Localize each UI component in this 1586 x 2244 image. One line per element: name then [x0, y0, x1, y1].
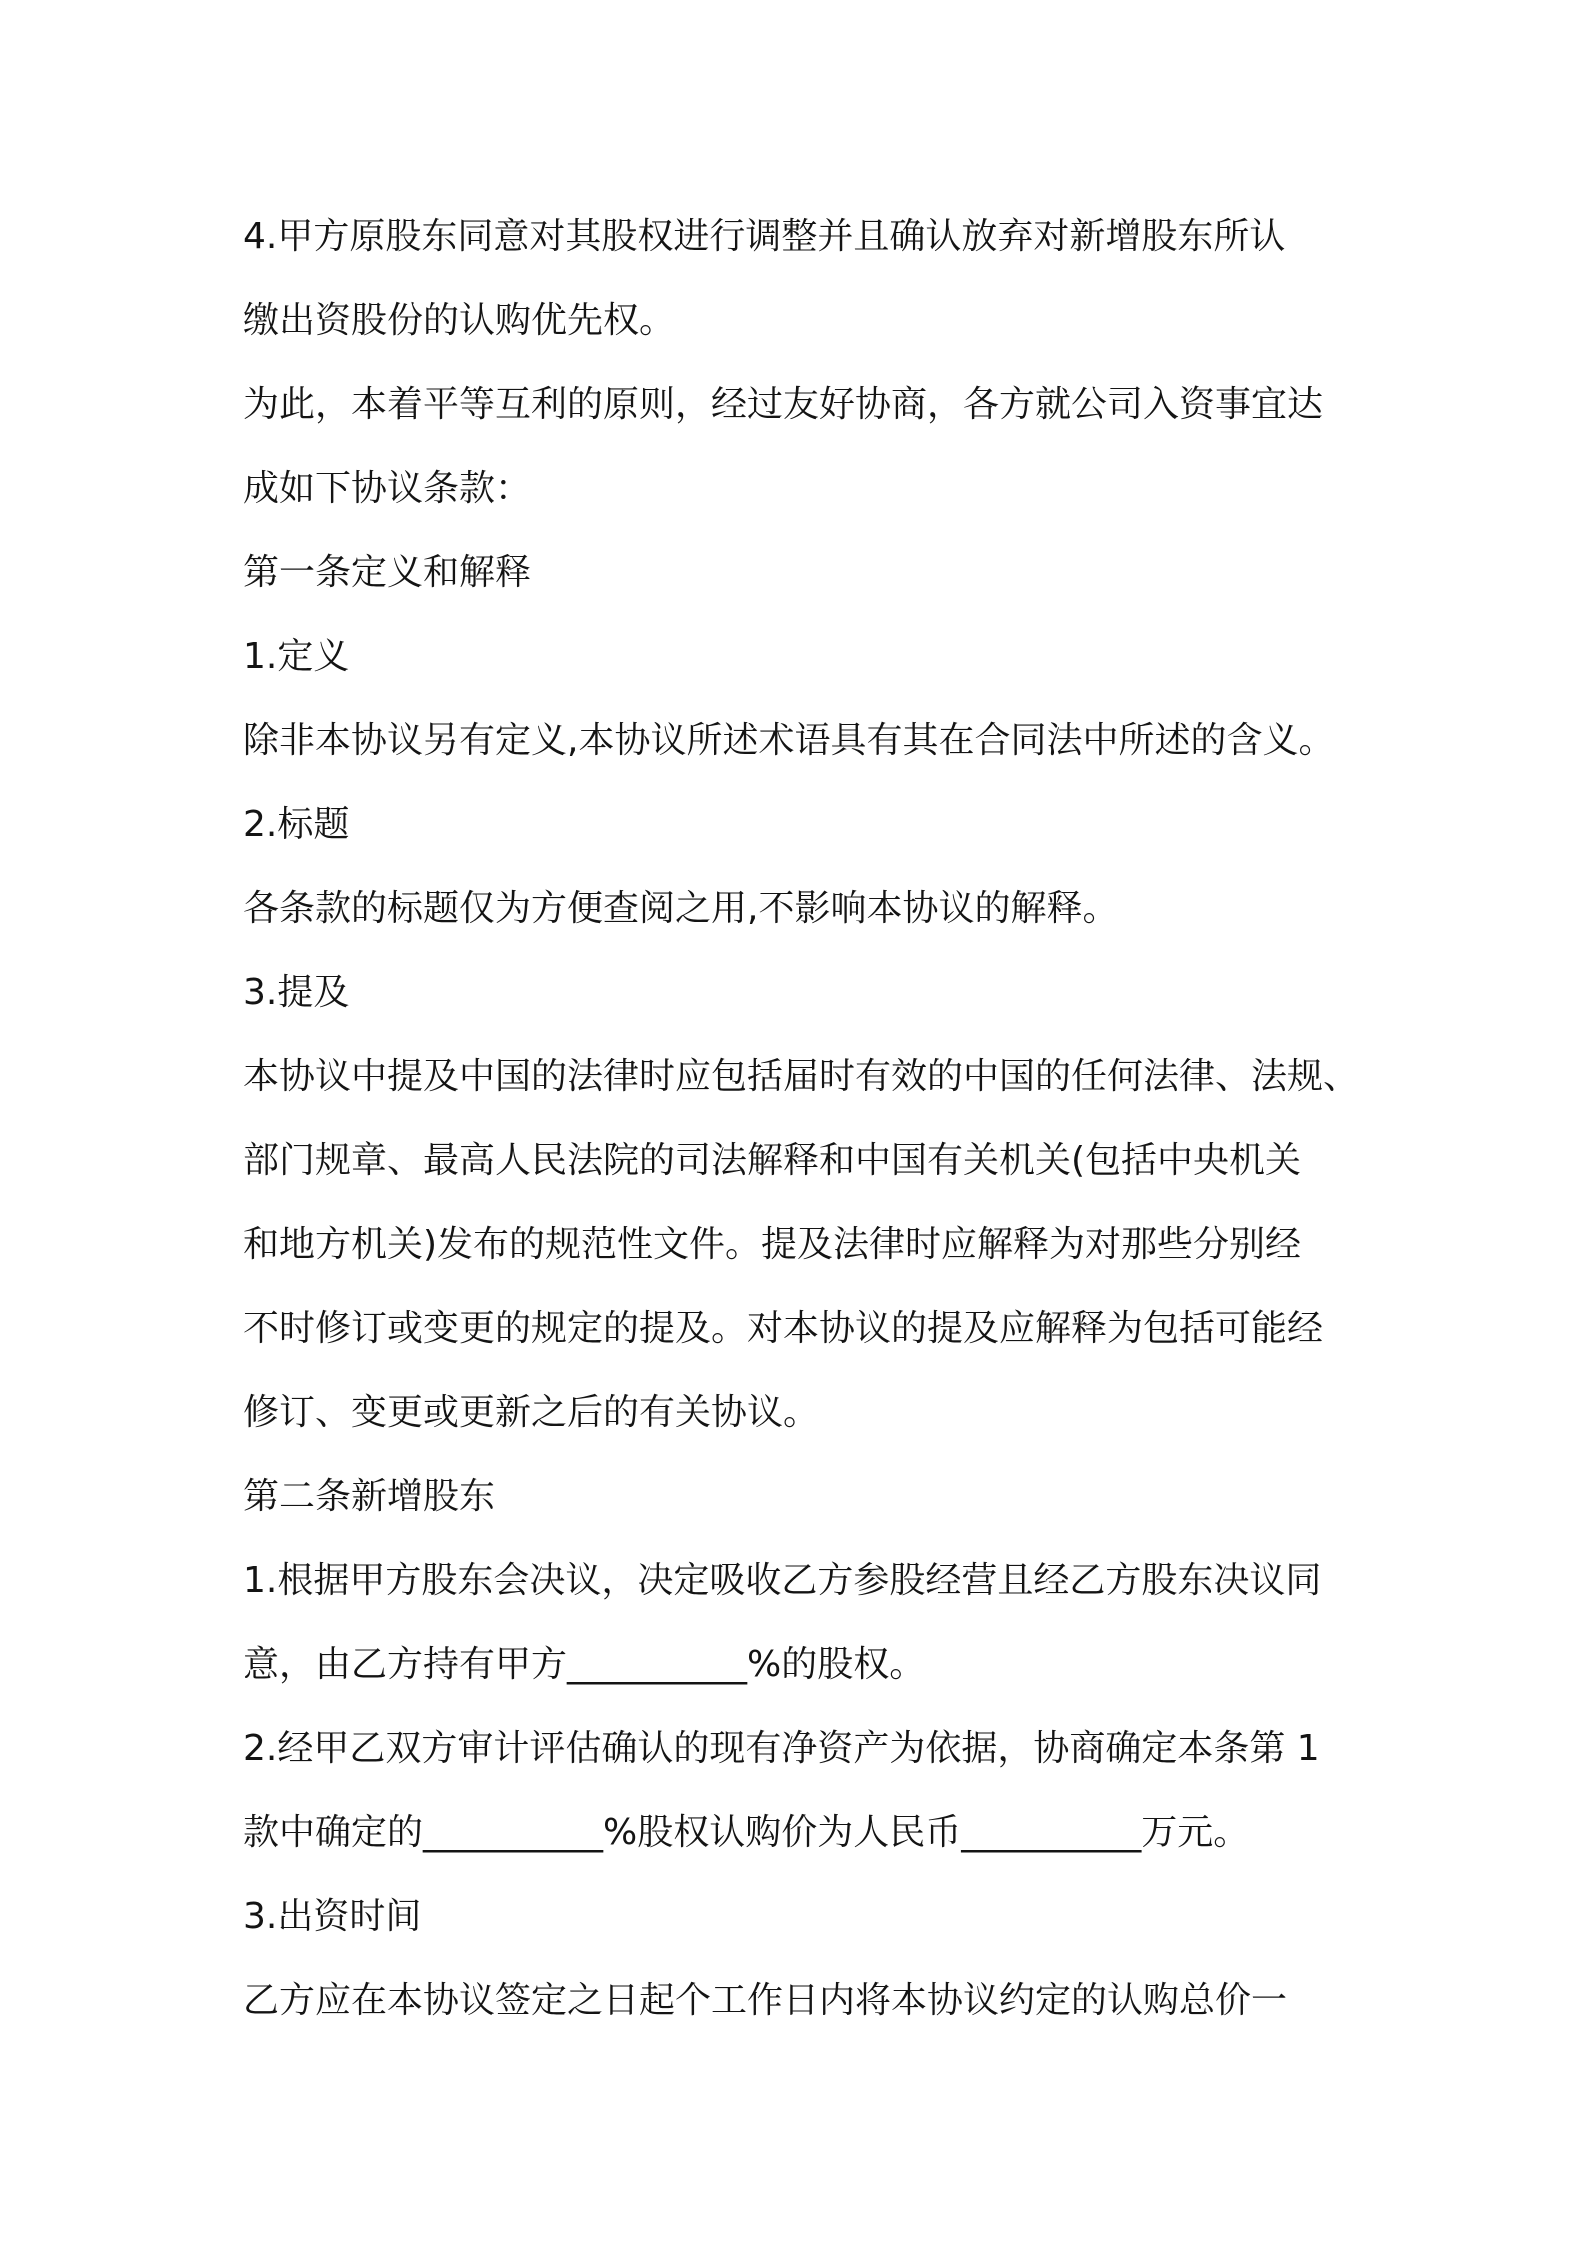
paragraph-line: 各条款的标题仅为方便查阅之用,不影响本协议的解释。 — [243, 888, 1119, 929]
paragraph-line: 缴出资股份的认购优先权。 — [243, 300, 676, 341]
paragraph-line: 和地方机关)发布的规范性文件。提及法律时应解释为对那些分别经 — [243, 1224, 1302, 1265]
paragraph-line: 成如下协议条款： — [243, 468, 532, 509]
clause-heading: 3.提及 — [243, 972, 350, 1013]
paragraph-line: 修订、变更或更新之后的有关协议。 — [243, 1392, 820, 1433]
paragraph-line: 4.甲方原股东同意对其股权进行调整并且确认放弃对新增股东所认 — [243, 216, 1286, 257]
clause-heading: 1.定义 — [243, 636, 350, 677]
paragraph-line: 本协议中提及中国的法律时应包括届时有效的中国的任何法律、法规、 — [243, 1056, 1360, 1097]
paragraph-line: 为此，本着平等互利的原则，经过友好协商，各方就公司入资事宜达 — [243, 384, 1324, 425]
paragraph-line: 1.根据甲方股东会决议，决定吸收乙方参股经营且经乙方股东决议同 — [243, 1560, 1322, 1601]
paragraph-line: 意，由乙方持有甲方__________%的股权。 — [243, 1644, 926, 1685]
paragraph-line: 部门规章、最高人民法院的司法解释和中国有关机关(包括中央机关 — [243, 1140, 1302, 1181]
paragraph-line: 2.经甲乙双方审计评估确认的现有净资产为依据，协商确定本条第 1 — [243, 1728, 1320, 1769]
paragraph-line: 乙方应在本协议签定之日起个工作日内将本协议约定的认购总价一 — [243, 1980, 1288, 2021]
section-heading: 第一条定义和解释 — [243, 552, 532, 593]
section-heading: 第二条新增股东 — [243, 1476, 496, 1517]
paragraph-line: 除非本协议另有定义,本协议所述术语具有其在合同法中所述的含义。 — [243, 720, 1335, 761]
document-body — [243, 195, 1373, 2043]
clause-heading: 3.出资时间 — [243, 1896, 422, 1937]
paragraph-line: 不时修订或变更的规定的提及。对本协议的提及应解释为包括可能经 — [243, 1308, 1324, 1349]
paragraph-line: 款中确定的__________%股权认购价为人民币__________万元。 — [243, 1812, 1250, 1853]
clause-heading: 2.标题 — [243, 804, 350, 845]
